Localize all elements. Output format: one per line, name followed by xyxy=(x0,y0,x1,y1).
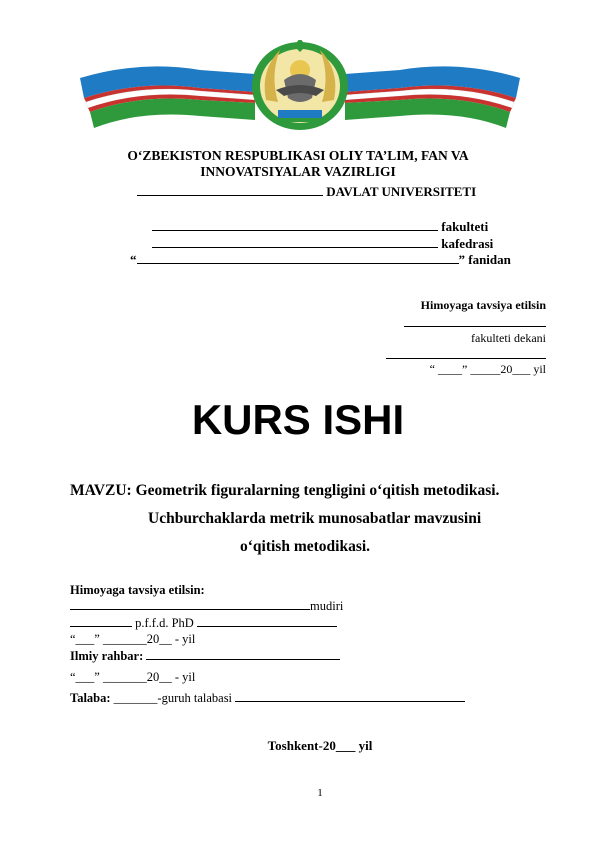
head-line xyxy=(70,597,343,615)
flag-ribbon-right xyxy=(345,66,520,128)
faculty-line xyxy=(152,218,488,235)
topic-text-line1: Geometrik figuralarning tengligini o‘qitish metodikasi. xyxy=(135,482,500,499)
approval-dean-label: fakulteti dekani xyxy=(471,331,546,345)
university-blank xyxy=(137,183,323,196)
student-group: _______-guruh talabasi xyxy=(113,691,233,705)
degree-label: p.f.f.d. PhD xyxy=(135,616,194,630)
topic-line3: o‘qitish metodikasi. xyxy=(240,538,371,555)
approval-signature-blank xyxy=(386,358,546,359)
degree-line xyxy=(70,614,337,632)
document-title: KURS ISHI xyxy=(191,396,405,443)
advisor-line xyxy=(70,647,340,665)
approval-label: Himoyaga tavsiya etilsin xyxy=(420,298,546,312)
coat-of-arms xyxy=(252,40,348,130)
faculty-blank xyxy=(152,218,438,231)
student-label: Talaba: xyxy=(70,691,111,705)
topic-line1 xyxy=(70,482,499,500)
ministry-title-line2: INNOVATSIYALAR VAZIRLIGI xyxy=(200,164,396,179)
department-label: kafedrasi xyxy=(441,236,494,251)
subject-open-quote: “ xyxy=(130,252,137,267)
student-blank xyxy=(235,689,465,702)
date-line-1: “___” _______20__ - yil xyxy=(70,632,196,646)
advisor-label: Ilmiy rahbar: xyxy=(70,649,144,663)
department-line xyxy=(152,235,493,252)
recommend-label: Himoyaga tavsiya etilsin: xyxy=(70,583,205,597)
subject-blank xyxy=(137,251,459,264)
subject-line xyxy=(130,251,511,268)
subject-label: ” fanidan xyxy=(458,252,511,267)
topic-line2: Uchburchaklarda metrik munosabatlar mavzusini xyxy=(148,510,482,527)
approval-dean-blank xyxy=(404,326,546,327)
university-label: DAVLAT UNIVERSITETI xyxy=(326,184,477,199)
university-line xyxy=(137,183,476,200)
date-line-2: “___” _______20__ - yil xyxy=(70,670,196,684)
student-line xyxy=(70,689,465,707)
flag-ribbon-left xyxy=(80,66,255,128)
page-number: 1 xyxy=(317,787,323,799)
degree-blank-left xyxy=(70,614,132,627)
city-year: Toshkent-20___ yil xyxy=(267,738,373,753)
degree-blank-right xyxy=(197,614,337,627)
advisor-blank xyxy=(146,647,340,660)
head-label: mudiri xyxy=(310,599,344,613)
faculty-label: fakulteti xyxy=(441,219,489,234)
ministry-title-line1: O‘ZBEKISTON RESPUBLIKASI OLIY TA’LIM, FAN VA xyxy=(127,148,469,163)
topic-label: MAVZU: xyxy=(70,482,132,499)
state-emblem xyxy=(80,40,520,130)
head-blank xyxy=(70,597,310,610)
department-blank xyxy=(152,235,438,248)
approval-date: “ ____” _____20___ yil xyxy=(429,362,546,376)
